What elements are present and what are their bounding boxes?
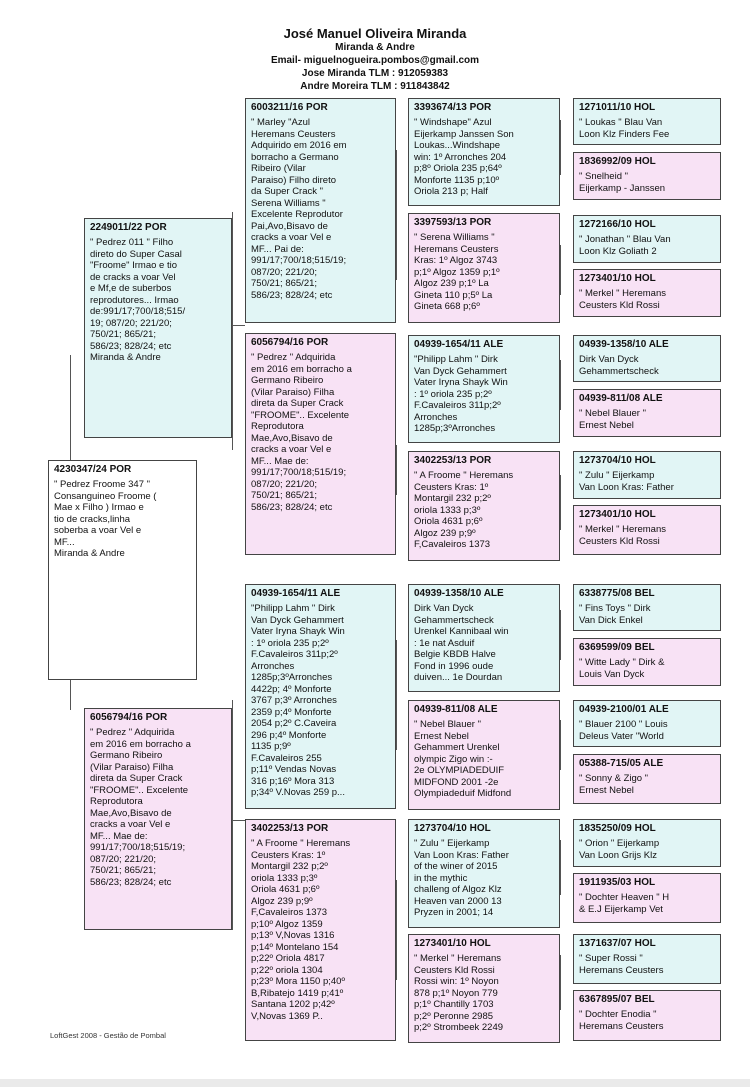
connector-line — [232, 325, 245, 326]
grandsire-maternal[interactable] — [245, 584, 396, 809]
ring-number: 05388-715/05 ALE — [579, 758, 664, 769]
ring-number: 1273401/10 HOL — [414, 938, 491, 949]
gen4-pigeon[interactable] — [573, 152, 721, 200]
great-grandparent[interactable] — [408, 934, 560, 1043]
ring-number: 4230347/24 POR — [54, 464, 132, 475]
pigeon-description: " Merkel " Heremans Ceusters Kld Rossi Rossi win: 1º Noyon 878 p;1º Noyon 779 p;1º Chantilly 1703 p;2º Peronne 2985 p;2º Strombeek 2249 — [414, 953, 504, 1033]
subject-pigeon[interactable] — [48, 460, 197, 680]
gen4-pigeon[interactable] — [573, 269, 721, 317]
owner-email: Email- miguelnogueira.pombos@gmail.com — [270, 55, 480, 66]
connector-line — [396, 150, 397, 280]
pigeon-description: " Pedrez " Adquirida em 2016 em borracho a Germano Ribeiro (Vilar Paraiso) Filha direta da Super Crack "FROOME".. Excelente Reprodutora Mae,Avo,Bisavo de cracks a voar Vel e MF... Mae de: 991/17;700/18;515/19; 087/20; 221/20; 750/21; 865/21; 586/23; 828/24; etc — [251, 352, 352, 513]
ring-number: 04939-1654/11 ALE — [251, 588, 341, 599]
great-grandparent[interactable] — [408, 451, 560, 561]
gen4-pigeon[interactable] — [573, 754, 721, 804]
owner-header — [0, 26, 750, 93]
connector-line — [232, 212, 233, 450]
great-grandparent[interactable] — [408, 584, 560, 692]
pigeon-description: " Merkel " Heremans Ceusters Kld Rossi — [579, 288, 666, 311]
pigeon-description: " Marley "Azul Heremans Ceusters Adquirido em 2016 em borracho a Germano Ribeiro (Vilar Paraiso) Filho direto da Super Crack " Serena Williams " Excelente Reprodutor Pai,Avo,Bisavo de cracks a voar Vel e MF... Pai de: 991/17;700/18;515/19; 087/20; 221/20; 750/21; 865/21; 586/23; 828/24; etc — [251, 117, 347, 301]
pigeon-description: Dirk Van Dyck Gehammertscheck — [579, 354, 659, 377]
connector-line — [560, 360, 561, 410]
gen4-pigeon[interactable] — [573, 505, 721, 555]
ring-number: 1371637/07 HOL — [579, 938, 656, 949]
ring-number: 1273401/10 HOL — [579, 509, 656, 520]
sire-pigeon[interactable] — [84, 218, 232, 438]
ring-number: 04939-811/08 ALE — [579, 393, 663, 404]
pigeon-description: " Orion " Eijerkamp Van Loon Grijs Klz — [579, 838, 660, 861]
ring-number: 6056794/16 POR — [90, 712, 168, 723]
ring-number: 3402253/13 POR — [414, 455, 492, 466]
ring-number: 04939-1358/10 ALE — [579, 339, 669, 350]
connector-line — [560, 245, 561, 295]
great-grandparent[interactable] — [408, 700, 560, 810]
connector-line — [560, 720, 561, 770]
ring-number: 3393674/13 POR — [414, 102, 492, 113]
pigeon-description: " Super Rossi " Heremans Ceusters — [579, 953, 664, 976]
gen4-pigeon[interactable] — [573, 700, 721, 747]
connector-line — [560, 610, 561, 660]
great-grandparent[interactable] — [408, 819, 560, 928]
connector-line — [396, 880, 397, 980]
gen4-pigeon[interactable] — [573, 638, 721, 686]
connector-line — [560, 955, 561, 1010]
great-grandparent[interactable] — [408, 98, 560, 206]
owner-phone-jose: Jose Miranda TLM : 912059383 — [301, 68, 449, 79]
great-grandparent[interactable] — [408, 335, 560, 443]
pigeon-description: " Blauer 2100 " Louis Deleus Vater "World — [579, 719, 668, 742]
ring-number: 04939-1654/11 ALE — [414, 339, 504, 350]
ring-number: 1273704/10 HOL — [414, 823, 491, 834]
gen4-pigeon[interactable] — [573, 990, 721, 1041]
ring-number: 04939-2100/01 ALE — [579, 704, 669, 715]
owner-subtitle: Miranda & Andre — [335, 42, 415, 53]
ring-number: 1271011/10 HOL — [579, 102, 656, 113]
grandsire-paternal[interactable] — [245, 98, 396, 323]
pigeon-description: " Loukas " Blau Van Loon Klz Finders Fee — [579, 117, 670, 140]
page-bottom-bar — [0, 1079, 750, 1087]
ring-number: 6338775/08 BEL — [579, 588, 655, 599]
connector-line — [70, 680, 71, 710]
ring-number: 3402253/13 POR — [251, 823, 329, 834]
ring-number: 6056794/16 POR — [251, 337, 329, 348]
pigeon-description: " Pedrez " Adquirida em 2016 em borracho a Germano Ribeiro (Vilar Paraiso) Filha direta da Super Crack "FROOME".. Excelente Reprodutora Mae,Avo,Bisavo de cracks a voar Vel e MF... Mae de: 991/17;700/18;515/19; 087/20; 221/20; 750/21; 865/21; 586/23; 828/24; etc — [90, 727, 191, 888]
connector-line — [232, 820, 245, 821]
pigeon-description: " Dochter Heaven " H & E.J Eijerkamp Vet — [579, 892, 670, 915]
gen4-pigeon[interactable] — [573, 584, 721, 631]
connector-line — [560, 120, 561, 175]
gen4-pigeon[interactable] — [573, 819, 721, 867]
pigeon-description: " Sonny & Zigo " Ernest Nebel — [579, 773, 649, 796]
footer-credit: LoftGest 2008 - Gestão de Pombal — [50, 1031, 166, 1040]
dam-pigeon[interactable] — [84, 708, 232, 930]
gen4-pigeon[interactable] — [573, 215, 721, 263]
ring-number: 1836992/09 HOL — [579, 156, 656, 167]
pigeon-description: " Fins Toys " Dirk Van Dick Enkel — [579, 603, 651, 626]
pigeon-description: " Jonathan " Blau Van Loon Klz Goliath 2 — [579, 234, 671, 257]
ring-number: 6003211/16 POR — [251, 102, 328, 113]
connector-line — [560, 840, 561, 895]
pigeon-description: " Serena Williams " Heremans Ceusters Kras: 1º Algoz 3743 p;1º Algoz 1359 p;1º Algoz 239 p;1º La Gineta 110 p;5º La Gineta 668 p;6º — [414, 232, 500, 312]
gen4-pigeon[interactable] — [573, 335, 721, 382]
ring-number: 04939-811/08 ALE — [414, 704, 498, 715]
ring-number: 2249011/22 POR — [90, 222, 167, 233]
ring-number: 1273401/10 HOL — [579, 273, 656, 284]
pigeon-description: " Zulu " Eijerkamp Van Loon Kras: Father of the winer of 2015 in the mythic challeng of Algoz Klz Heaven van 2000 13 Pryzen in 2001; 14 — [414, 838, 509, 918]
ring-number: 3397593/13 POR — [414, 217, 492, 228]
pigeon-description: " A Froome " Heremans Ceusters Kras: 1º Montargil 232 p;2º oriola 1333 p;3º Oriola 4631 p;6º Algoz 239 p;9º F,Cavaleiros 1373 — [414, 470, 514, 550]
owner-phone-andre: Andre Moreira TLM : 911843842 — [300, 81, 450, 92]
connector-line — [560, 475, 561, 530]
gen4-pigeon[interactable] — [573, 934, 721, 984]
gen4-pigeon[interactable] — [573, 98, 721, 145]
pigeon-description: " Pedrez Froome 347 " Consanguineo Froome ( Mae x Filho ) Irmao e tio de cracks,linha soberba a voar Vel e MF... Miranda & Andre — [54, 479, 157, 559]
connector-line — [70, 355, 71, 460]
granddam-maternal[interactable] — [245, 819, 396, 1041]
granddam-paternal[interactable] — [245, 333, 396, 555]
gen4-pigeon[interactable] — [573, 873, 721, 923]
ring-number: 6369599/09 BEL — [579, 642, 655, 653]
pigeon-description: "Philipp Lahm " Dirk Van Dyck Gehammert Vater Iryna Shayk Win : 1º oriola 235 p;2º F.Cavaleiros 311p;2º Arronches 1285p;3ºArronches 4422p; 4º Monforte 3767 p;3º Arronches 2359 p;4º Monforte 2054 p;2º C.Caveira 296 p;4º Monforte 1135 p;9º F.Cavaleiros 255 p;11º Vendas Novas 316 p;16º Mora 313 p;34º V.Novas 259 p... — [251, 603, 345, 798]
connector-line — [396, 640, 397, 750]
pigeon-description: " Merkel " Heremans Ceusters Kld Rossi — [579, 524, 666, 547]
connector-line — [396, 445, 397, 495]
pigeon-description: " Nebel Blauer " Ernest Nebel Gehammert Urenkel olympic Zigo win :- 2e OLYMPIADEDUIF MIDFOND 2001 -2e Olympiadeduif Midfond — [414, 719, 512, 799]
gen4-pigeon[interactable] — [573, 451, 721, 499]
pigeon-description: " Nebel Blauer " Ernest Nebel — [579, 408, 646, 431]
pigeon-description: Dirk Van Dyck Gehammertscheck Urenkel Kannibaal win : 1e nat Asduif Belgie KBDB Halve Fond in 1996 oude duiven... 1e Dourdan — [414, 603, 509, 683]
great-grandparent[interactable] — [408, 213, 560, 323]
pigeon-description: " Windshape" Azul Eijerkamp Janssen Son Loukas...Windshape win: 1º Arronches 204 p;8º Oriola 235 p;64º Monforte 1135 p;10º Oriola 213 p; Half — [414, 117, 514, 197]
ring-number: 6367895/07 BEL — [579, 994, 655, 1005]
pigeon-description: " Witte Lady " Dirk & Louis Van Dyck — [579, 657, 665, 680]
pigeon-description: " A Froome " Heremans Ceusters Kras: 1º Montargil 232 p;2º oriola 1333 p;3º Oriola 4631 p;6º Algoz 239 p;9º F,Cavaleiros 1373 p;10º Algoz 1359 p;13º V,Novas 1316 p;14º Montelano 154 p;22º Oriola 4817 p;22º oriola 1304 p;23º Mora 1150 p;40º B,Ribatejo 1419 p;41º Santana 1202 p;42º V,Novas 1369 P.. — [251, 838, 351, 1022]
ring-number: 1911935/03 HOL — [579, 877, 656, 888]
owner-name: José Manuel Oliveira Miranda — [283, 26, 467, 41]
ring-number: 1272166/10 HOL — [579, 219, 656, 230]
connector-line — [232, 700, 233, 930]
pigeon-description: " Snelheid " Eijerkamp - Janssen — [579, 171, 666, 194]
ring-number: 04939-1358/10 ALE — [414, 588, 504, 599]
pigeon-description: "Philipp Lahm " Dirk Van Dyck Gehammert Vater Iryna Shayk Win : 1º oriola 235 p;2º F.Cavaleiros 311p;2º Arronches 1285p;3ºArronches — [414, 354, 508, 434]
pigeon-description: " Zulu " Eijerkamp Van Loon Kras: Father — [579, 470, 674, 493]
ring-number: 1273704/10 HOL — [579, 455, 656, 466]
gen4-pigeon[interactable] — [573, 389, 721, 437]
pigeon-description: " Dochter Enodia " Heremans Ceusters — [579, 1009, 664, 1032]
ring-number: 1835250/09 HOL — [579, 823, 656, 834]
pigeon-description: " Pedrez 011 " Filho direto do Super Casal "Froome" Irmao e tio de cracks a voar Vel e Mf,e de suberbos reprodutores... Irmao de:991/17;700/18;515/ 19; 087/20; 221/20; 750/21; 865/21; 586/23; 828/24; etc Miranda & Andre — [90, 237, 186, 363]
